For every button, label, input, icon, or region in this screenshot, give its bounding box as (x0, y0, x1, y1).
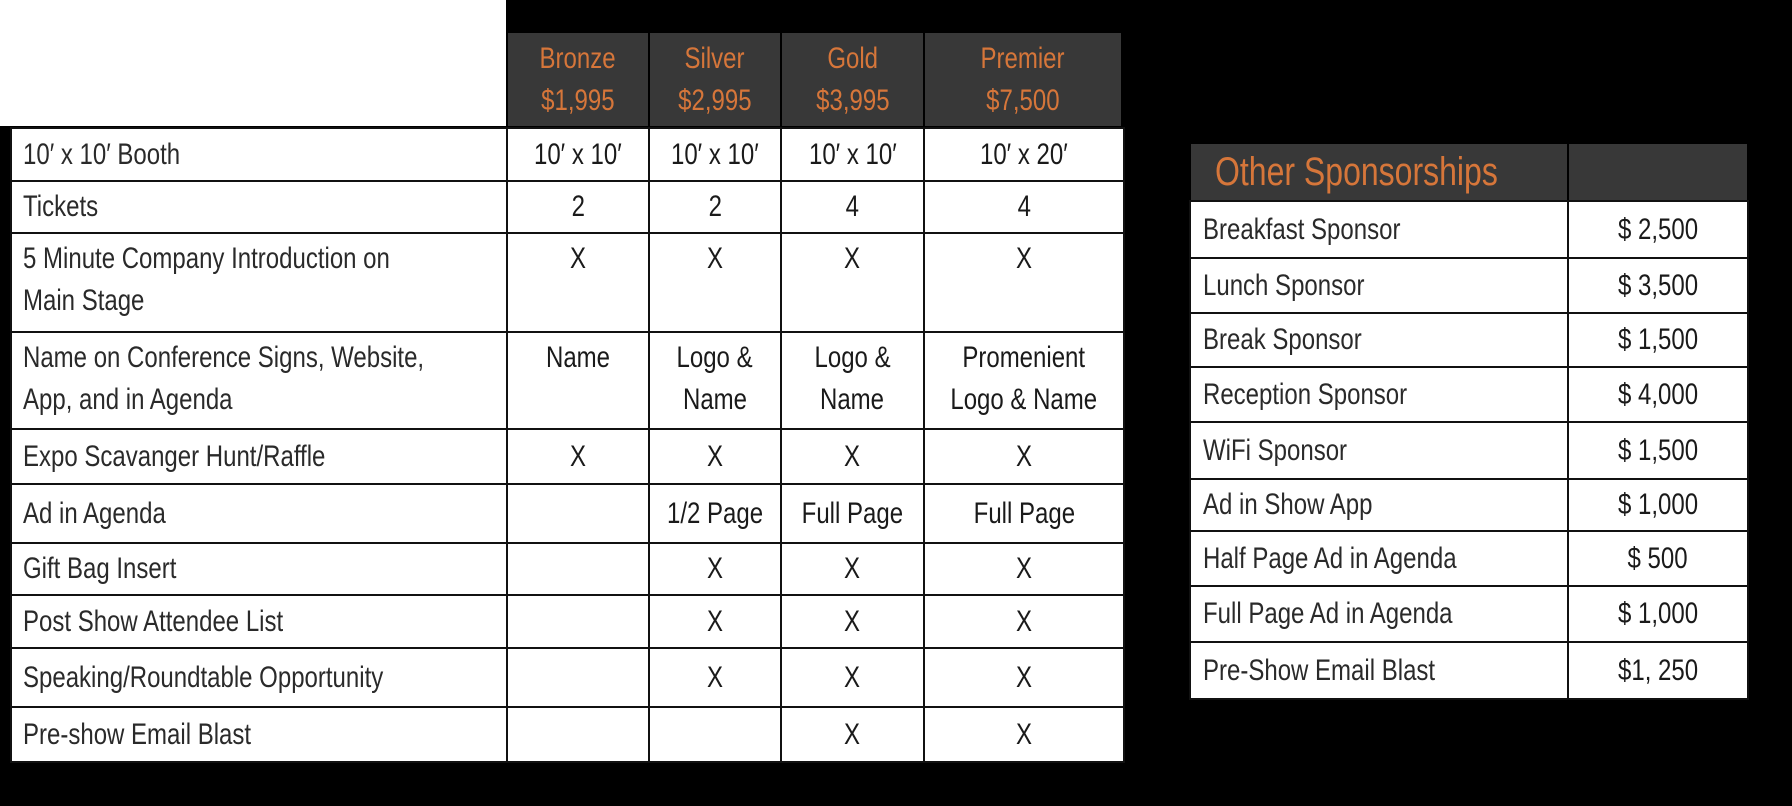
sponsorship-price: $ 3,500 (1617, 268, 1699, 302)
sponsorship-price-cell (1567, 530, 1749, 587)
tier-name: Premier (980, 41, 1065, 75)
sponsorship-name-cell (1189, 257, 1569, 314)
tier-value: X (569, 242, 586, 275)
tier-value: X (844, 439, 861, 473)
tier-value: X (1015, 439, 1032, 473)
gold-value-cell (780, 647, 925, 708)
tier-value: X (844, 604, 861, 638)
tier-value: Name (682, 383, 748, 416)
tier-value: X (1015, 552, 1032, 585)
silver-value-cell (648, 706, 782, 763)
tier-value: X (706, 242, 723, 275)
sponsorship-name-cell (1189, 312, 1569, 368)
feature-label: Post Show Attendee List (23, 604, 284, 638)
sponsorship-name: Breakfast Sponsor (1203, 212, 1401, 246)
sponsorship-name: Break Sponsor (1203, 323, 1362, 356)
tier-name: Bronze (539, 41, 617, 75)
tier-value: Name (820, 383, 885, 416)
sponsorship-price: $1, 250 (1617, 653, 1699, 687)
blank-corner-block (0, 0, 506, 126)
tier-price: $1,995 (541, 83, 615, 117)
tier-name: Gold (827, 41, 878, 75)
sponsorship-name: Full Page Ad in Agenda (1203, 597, 1453, 630)
feature-label-cell (10, 180, 508, 234)
feature-label-cell (10, 542, 508, 596)
sponsorship-name-cell (1189, 478, 1569, 532)
tier-price: $7,500 (986, 83, 1060, 117)
bronze-value-cell (506, 428, 650, 485)
gold-value-cell (780, 331, 925, 430)
tier-header-silver (648, 31, 782, 128)
sponsorship-name-cell (1189, 585, 1569, 643)
tier-price: $3,995 (815, 83, 890, 117)
sponsorship-price-cell (1567, 585, 1749, 643)
feature-label-cell (10, 594, 508, 649)
tier-value: X (706, 552, 723, 585)
sponsorship-name-cell (1189, 641, 1569, 700)
premier-value-cell (923, 428, 1125, 485)
silver-value-cell (648, 331, 782, 430)
feature-label: Pre-show Email Blast (23, 717, 252, 751)
sponsorship-name: WiFi Sponsor (1203, 433, 1348, 467)
tier-value: 10′ x 10′ (671, 137, 759, 171)
silver-value-cell (648, 594, 782, 649)
tier-value: Full Page (973, 496, 1075, 530)
bronze-value-cell (506, 647, 650, 708)
tier-value: X (1015, 660, 1032, 694)
gold-value-cell (780, 594, 925, 649)
feature-label-cell (10, 232, 508, 333)
sponsorship-price: $ 1,000 (1617, 597, 1699, 630)
sponsorship-price: $ 500 (1627, 541, 1689, 575)
gold-value-cell (780, 483, 925, 544)
premier-value-cell (923, 180, 1125, 234)
bronze-value-cell (506, 542, 650, 596)
tier-value: Logo & Name (950, 383, 1098, 416)
silver-value-cell (648, 180, 782, 234)
sponsorship-price-cell (1567, 257, 1749, 314)
tier-value: X (569, 439, 586, 473)
feature-label-cell (10, 706, 508, 763)
bronze-value-cell (506, 483, 650, 544)
tier-value: X (1015, 242, 1032, 275)
gold-value-cell (780, 232, 925, 333)
bronze-value-cell (506, 706, 650, 763)
feature-label-cell (10, 428, 508, 485)
tier-value: X (706, 660, 723, 694)
sponsorship-price: $ 1,000 (1617, 488, 1699, 521)
bronze-value-cell (506, 331, 650, 430)
tier-header-premier (923, 31, 1123, 128)
silver-value-cell (648, 542, 782, 596)
premier-value-cell (923, 594, 1125, 649)
other-sponsorships-title-cell (1189, 142, 1569, 202)
premier-value-cell (923, 483, 1125, 544)
tier-value: Name (545, 341, 611, 374)
feature-label: Tickets (23, 190, 99, 223)
premier-value-cell (923, 647, 1125, 708)
tier-value: X (844, 552, 861, 585)
feature-label: Gift Bag Insert (23, 552, 177, 585)
tier-value: X (1015, 604, 1032, 638)
sponsorship-name: Pre-Show Email Blast (1203, 653, 1436, 687)
silver-value-cell (648, 232, 782, 333)
tier-price: $2,995 (678, 83, 752, 117)
feature-label-cell (10, 647, 508, 708)
premier-value-cell (923, 542, 1125, 596)
tier-value: 10′ x 10′ (534, 137, 622, 171)
feature-label: Expo Scavanger Hunt/Raffle (23, 439, 326, 473)
feature-label-cell (10, 331, 508, 430)
tier-value: 2 (708, 190, 722, 223)
gold-value-cell (780, 180, 925, 234)
silver-value-cell (648, 483, 782, 544)
sponsorship-price-cell (1567, 366, 1749, 423)
bronze-value-cell (506, 127, 650, 182)
sponsorship-name-cell (1189, 366, 1569, 423)
tier-value: 10′ x 20′ (980, 137, 1068, 171)
premier-value-cell (923, 706, 1125, 763)
tier-header-bronze (506, 31, 650, 128)
bronze-value-cell (506, 180, 650, 234)
tier-value: Logo & (676, 341, 754, 374)
feature-label-cell (10, 483, 508, 544)
sponsorship-price: $ 1,500 (1617, 433, 1699, 467)
other-sponsorships-title: Other Sponsorships (1215, 149, 1498, 194)
sponsorship-price-cell (1567, 200, 1749, 259)
tier-value: 4 (845, 190, 860, 223)
premier-value-cell (923, 331, 1125, 430)
feature-label: Name on Conference Signs, Website, (23, 341, 425, 374)
silver-value-cell (648, 647, 782, 708)
gold-value-cell (780, 127, 925, 182)
tier-value: X (844, 717, 861, 751)
bronze-value-cell (506, 232, 650, 333)
premier-value-cell (923, 232, 1125, 333)
tier-value: Full Page (801, 496, 904, 530)
tier-value: X (706, 604, 723, 638)
sponsorship-name: Reception Sponsor (1203, 377, 1408, 411)
sponsorship-price: $ 1,500 (1617, 323, 1699, 356)
tier-value: Logo & (814, 341, 891, 374)
feature-label: Speaking/Roundtable Opportunity (23, 660, 384, 694)
tier-value: 10′ x 10′ (808, 137, 897, 171)
sponsorship-price-cell (1567, 641, 1749, 700)
tier-value: 2 (571, 190, 585, 223)
sponsorship-price: $ 4,000 (1617, 377, 1699, 411)
sponsorship-name-cell (1189, 530, 1569, 587)
sponsorship-name: Lunch Sponsor (1203, 268, 1365, 302)
tier-value: Promenient (962, 341, 1086, 374)
feature-label: 5 Minute Company Introduction on (23, 242, 390, 275)
tier-value: X (1015, 717, 1032, 751)
tier-value: X (844, 242, 861, 275)
feature-label-cell (10, 127, 508, 182)
gold-value-cell (780, 706, 925, 763)
bronze-value-cell (506, 594, 650, 649)
sponsorship-price: $ 2,500 (1617, 212, 1699, 246)
sponsorship-price-cell (1567, 312, 1749, 368)
gold-value-cell (780, 428, 925, 485)
silver-value-cell (648, 127, 782, 182)
sponsorship-name: Half Page Ad in Agenda (1203, 541, 1457, 575)
sponsorship-name-cell (1189, 421, 1569, 480)
other-sponsorships-price-header (1567, 142, 1749, 202)
tier-value: X (706, 439, 723, 473)
tier-value: 1/2 Page (666, 496, 764, 530)
tier-value: X (844, 660, 861, 694)
feature-label: 10′ x 10′ Booth (23, 137, 181, 171)
tier-header-gold (780, 31, 925, 128)
sponsorship-price-cell (1567, 478, 1749, 532)
sponsorship-name: Ad in Show App (1203, 488, 1373, 521)
sponsorship-price-cell (1567, 421, 1749, 480)
feature-label: App, and in Agenda (23, 383, 233, 416)
gold-value-cell (780, 542, 925, 596)
feature-label: Main Stage (23, 284, 145, 317)
tier-name: Silver (684, 41, 745, 75)
tier-value: 4 (1017, 190, 1031, 223)
feature-label: Ad in Agenda (23, 496, 166, 530)
sponsorship-name-cell (1189, 200, 1569, 259)
premier-value-cell (923, 127, 1125, 182)
silver-value-cell (648, 428, 782, 485)
